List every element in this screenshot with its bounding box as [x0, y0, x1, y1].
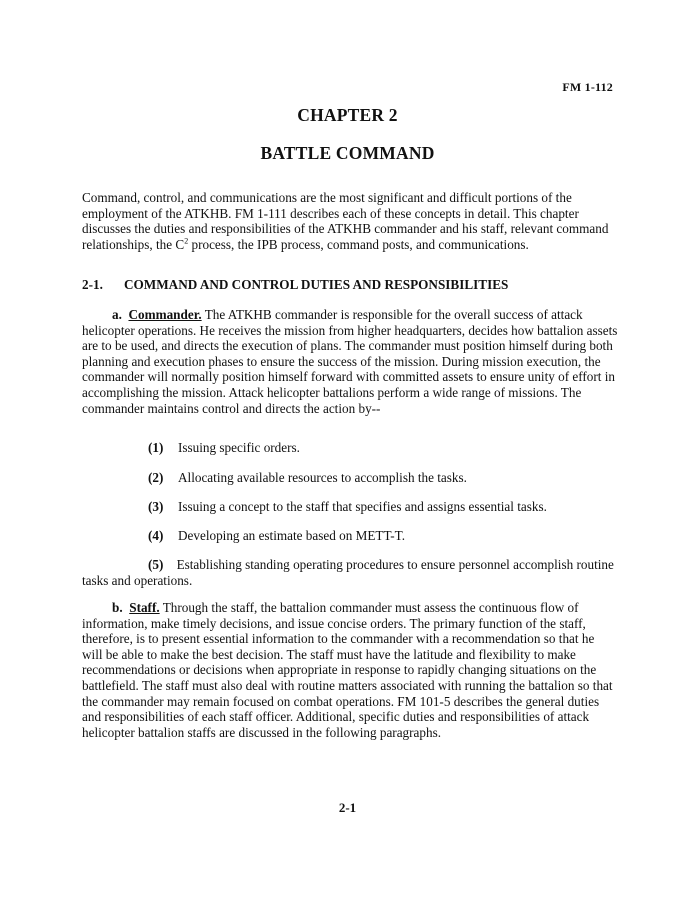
paragraph-staff [82, 600, 618, 740]
list-item [82, 557, 618, 588]
list-item-number: (3) [148, 499, 164, 514]
intro-superscript: 2 [184, 236, 189, 246]
list-item-text: Establishing standing operating procedures to ensure personnel accomplish routine tasks and operations. [82, 557, 614, 588]
paragraph-a-text: The ATKHB commander is responsible for the overall success of attack helicopter operations. He receives the mission from higher headquarters, decides how battalion assets are to be used, and directs the execution of plans. The commander must position himself during both planning and execution phases to ensure the success of the mission. During mission execution, the commander will normally position himself forward with committed assets to ensure unity of effort in accomplishing the mission. Attack helicopter battalions perform a wide range of missions. The commander maintains control and directs the action by-- [82, 307, 618, 416]
paragraph-a-letter: a. [112, 307, 122, 322]
list-item-number: (1) [148, 440, 164, 455]
section-title: COMMAND AND CONTROL DUTIES AND RESPONSIBILITIES [124, 277, 509, 292]
paragraph-b-title: Staff. [129, 600, 160, 615]
section-heading [82, 277, 618, 293]
paragraph-b-text: Through the staff, the battalion commander must assess the continuous flow of information, make timely decisions, and issue concise orders. The primary function of the staff, therefore, is to present essential information to the commander with a recommendation so that he will be able to make the best decision. The staff must have the latitude and flexibility to make recommendations or decisions when appropriate in response to rapidly changing situations on the battlefield. The staff must also deal with routine matters associated with running the battalion so that the commander may remain focused on combat operations. FM 101-5 describes the general duties and responsibilities of each staff officer. Additional, specific duties and responsibilities of attack helicopter battalion staffs are discussed in the following paragraphs. [82, 600, 613, 740]
paragraph-b-letter: b. [112, 600, 123, 615]
paragraph-a-title: Commander. [128, 307, 202, 322]
list-item [148, 528, 618, 544]
chapter-subtitle: BATTLE COMMAND [260, 143, 435, 163]
page-number: 2-1 [338, 800, 357, 815]
list-item-number: (2) [148, 470, 164, 485]
paragraph-commander [82, 307, 618, 416]
list-item [148, 470, 618, 486]
list-item-text: Allocating available resources to accomplish the tasks. [178, 470, 467, 485]
list-item-text: Issuing specific orders. [178, 440, 300, 455]
list-item [148, 499, 618, 515]
chapter-title: CHAPTER 2 [297, 105, 398, 125]
intro-paragraph [82, 190, 618, 252]
intro-text-part-1: Command, control, and communications are the most significant and difficult portions of the employment of the ATKHB. FM 1-111 describes each of these concepts in detail. This chapter discusses the duties and responsibilities of the ATKHB commander and his staff, relevant command relationships, the C [82, 190, 609, 252]
section-number: 2-1. [82, 277, 103, 292]
list-item-text: Issuing a concept to the staff that specifies and assigns essential tasks. [178, 499, 547, 514]
intro-text-part-2: process, the IPB process, command posts, and communications. [188, 236, 529, 252]
list-item-number: (4) [148, 528, 164, 543]
list-item [148, 440, 618, 456]
list-item-number: (5) [148, 557, 164, 572]
running-head: FM 1-112 [562, 80, 613, 94]
list-item-text: Developing an estimate based on METT-T. [178, 528, 406, 543]
